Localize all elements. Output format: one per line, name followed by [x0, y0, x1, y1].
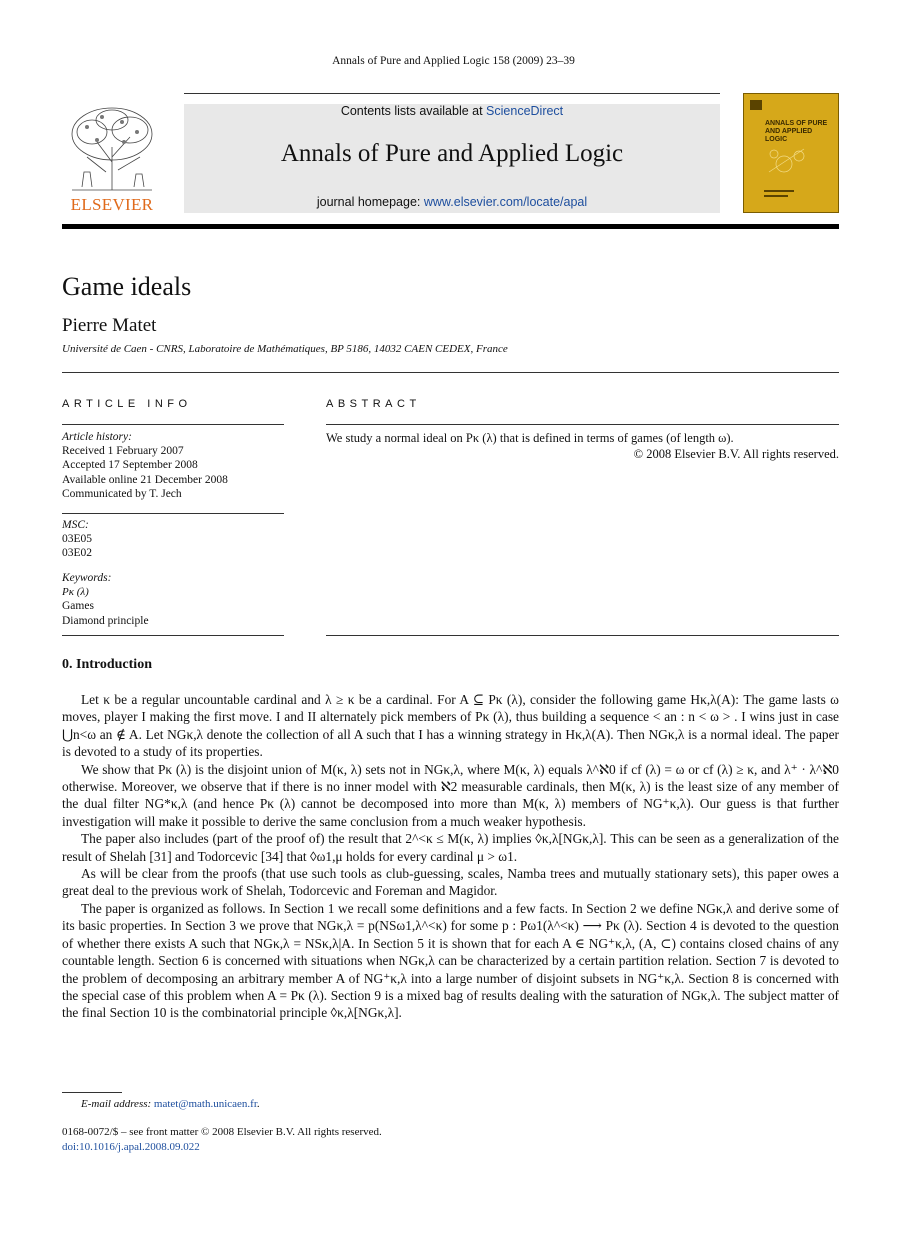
- introduction-heading: 0. Introduction: [62, 657, 152, 672]
- cover-title: ANNALS OF PURE AND APPLIED LOGIC: [765, 120, 828, 143]
- keyword: Games: [62, 600, 94, 613]
- article-info-heading: ARTICLE INFO: [62, 398, 192, 410]
- contents-prefix: Contents lists available at: [340, 104, 487, 118]
- intro-paragraph: We show that Pκ (λ) is the disjoint union of M(κ, λ) sets not in NGκ,λ, where M(κ, λ) equals λ^ℵ0 if cf (λ) = ω or cf (λ) ≥ κ, and λ⁺ · λ^ℵ0 otherwise. Moreover, we observe that if there is no inner model with ℵ2 measurable cardinals, then M(κ, λ) is the least size of any member of the dual filter NG*κ,λ (and hence Pκ (λ) cannot be decomposed into more than M(κ, λ) members of NG⁺κ,λ). Our guess is that further investigation will make it possible to derive the same conclusion from a much weaker hypothesis.: [62, 761, 839, 829]
- homepage-link[interactable]: www.elsevier.com/locate/apal: [423, 195, 588, 209]
- article-info-rule: [62, 424, 284, 425]
- msc-rule: [62, 513, 284, 514]
- intro-paragraph: The paper also includes (part of the proof of) the result that 2^<κ ≤ M(κ, λ) implies ◊κ,λ[NGκ,λ]. This can be seen as a generalization of the result of Shelah [31] and Todorcevic [34] that ◊ω1,μ holds for every cardinal μ > ω1.: [62, 831, 839, 864]
- msc-code: 03E02: [62, 547, 93, 560]
- homepage-prefix: journal homepage:: [316, 195, 424, 209]
- author-name: Pierre Matet: [62, 315, 157, 336]
- paper-title: Game ideals: [62, 272, 192, 301]
- footnote-suffix: .: [256, 1098, 260, 1110]
- msc-block: [62, 518, 284, 561]
- journal-cover-image: [743, 93, 839, 213]
- msc-code: 03E05: [62, 533, 93, 546]
- doi-link[interactable]: doi:10.1016/j.apal.2008.09.022: [62, 1141, 200, 1153]
- issn-line: 0168-0072/$ – see front matter © 2008 Elsevier B.V. All rights reserved.: [62, 1126, 382, 1138]
- abstract-heading: ABSTRACT: [326, 398, 421, 410]
- keywords-label: Keywords:: [62, 572, 112, 584]
- keyword: Pκ (λ): [62, 586, 89, 599]
- history-communicated: Communicated by T. Jech: [62, 487, 182, 500]
- elsevier-logo-text: ELSEVIER: [70, 195, 154, 214]
- page-footer: [62, 1125, 382, 1155]
- article-history: [62, 430, 284, 501]
- history-online: Available online 21 December 2008: [62, 473, 228, 486]
- history-received: Received 1 February 2007: [62, 445, 184, 458]
- contents-line: [184, 104, 720, 118]
- abstract-copyright: © 2008 Elsevier B.V. All rights reserved.: [633, 447, 839, 461]
- abstract-rule: [326, 424, 839, 425]
- header-thick-rule: [62, 224, 839, 229]
- abstract-body: [326, 430, 839, 462]
- header-rule: [184, 93, 720, 94]
- footnote-rule: [62, 1092, 122, 1093]
- article-info-bottom-rule: [62, 635, 284, 636]
- sciencedirect-link[interactable]: ScienceDirect: [486, 104, 564, 118]
- email-link[interactable]: matet@math.unicaen.fr: [153, 1098, 257, 1110]
- abstract-bottom-rule: [326, 635, 839, 636]
- homepage-line: [184, 195, 720, 209]
- keyword: Diamond principle: [62, 614, 149, 627]
- intro-paragraph: Let κ be a regular uncountable cardinal and λ ≥ κ be a cardinal. For A ⊆ Pκ (λ), consider the following game Hκ,λ(A): The game lasts ω moves, player I making the first move. I and II alternately pick members of Pκ (λ), thus building a sequence < an : n < ω > . I wins just in case ⋃n<ω an ∉ A. Let NGκ,λ denote the collection of all A such that I has a winning strategy in Hκ,λ(A). Then NGκ,λ is a normal ideal. The paper is devoted to a study of its properties.: [62, 692, 839, 760]
- msc-label: MSC:: [62, 519, 89, 531]
- keywords-block: [62, 571, 284, 628]
- author-affiliation: Université de Caen - CNRS, Laboratoire de Mathématiques, BP 5186, 14032 CAEN CEDEX, France: [62, 343, 508, 355]
- journal-title: Annals of Pure and Applied Logic: [280, 140, 624, 167]
- title-block-rule: [62, 372, 839, 373]
- history-accepted: Accepted 17 September 2008: [62, 459, 198, 472]
- running-head: Annals of Pure and Applied Logic 158 (2009) 23–39: [332, 55, 575, 67]
- introduction-body: [62, 691, 839, 1022]
- intro-paragraph: The paper is organized as follows. In Section 1 we recall some definitions and a few facts. In Section 2 we define NGκ,λ and derive some of its basic properties. In Section 3 we prove that NGκ,λ = p(NSω1,λ^<κ) for some p : Pω1(λ^<κ) ⟶ Pκ (λ). Section 4 is devoted to the question of whether there exists A such that NGκ,λ = NSκ,λ|A. In Section 5 it is shown that for each A ∈ NG⁺κ,λ, (A, ⊂) contains closed chains of any countable length. Section 6 is concerned with situations when NGκ,λ can be characterized by a certain partition relation. Section 7 is devoted to the problem of decomposing an arbitrary member A of NG⁺κ,λ into a large number of disjoint subsets in NG⁺κ,λ. Section 8 is concerned with the special case of this problem when A = Pκ (λ). Section 9 is a mixed bag of results dealing with the saturation of NGκ,λ. The subject matter of the final Section 10 is the combinatorial principle ◊κ,λ[NGκ,λ].: [62, 900, 839, 1021]
- abstract-text: We study a normal ideal on Pκ (λ) that is defined in terms of games (of length ω).: [326, 431, 734, 445]
- intro-paragraph: As will be clear from the proofs (that use such tools as club-guessing, scales, Namba trees and mutually stationary sets), this paper owes a great deal to the previous work of Shelah, Todorcevic and Foreman and Magidor.: [62, 866, 839, 899]
- history-label: Article history:: [62, 431, 132, 443]
- footnote-label: E-mail address:: [81, 1098, 154, 1110]
- footnote: [81, 1098, 260, 1110]
